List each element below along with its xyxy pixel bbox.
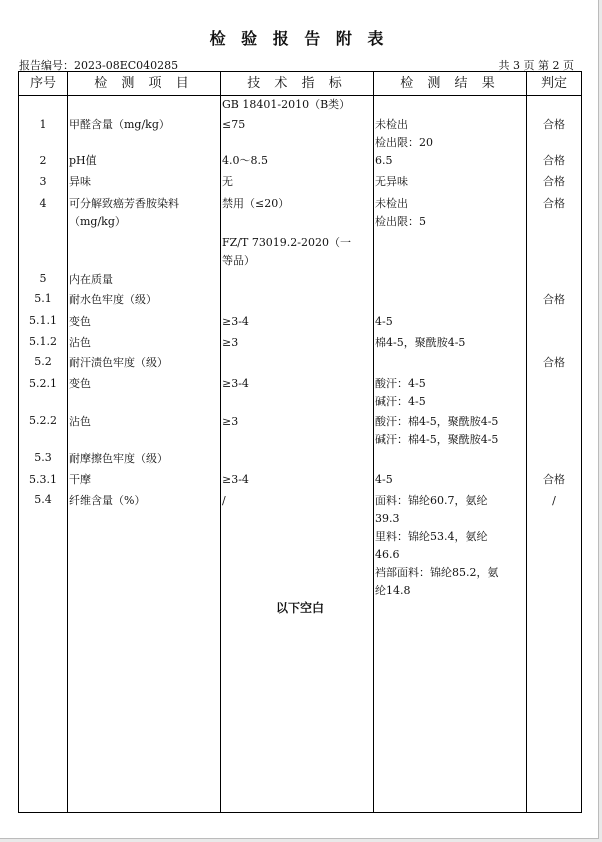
col-divider [67, 72, 68, 812]
row-result: 未检出 [375, 118, 408, 131]
row-verdict: 合格 [543, 154, 565, 167]
header-result: 检 测 结 果 [400, 76, 500, 91]
row-standard: 禁用（≤20） [222, 197, 290, 210]
row-seq: 5.4 [34, 493, 52, 506]
row-standard: 无 [222, 175, 233, 188]
row-verdict: 合格 [543, 197, 565, 210]
row-item: 耐汗渍色牢度（级） [69, 356, 168, 369]
row-item: 耐水色牢度（级） [69, 293, 157, 306]
row-verdict: 合格 [543, 175, 565, 188]
row-item: 沾色 [69, 336, 91, 349]
row-standard: ≤75 [222, 118, 246, 131]
standard-gb: GB 18401-2010（B类） [222, 98, 351, 111]
row-verdict: / [552, 494, 556, 507]
row-verdict: 合格 [543, 473, 565, 486]
row-standard: ≥3 [222, 336, 239, 349]
row-result-detail: 检出限：20 [375, 136, 433, 149]
row-standard: 4.0～8.5 [222, 154, 268, 167]
blank-note: 以下空白 [275, 601, 324, 615]
row-verdict: 合格 [543, 356, 565, 369]
row-item: 耐摩擦色牢度（级） [69, 452, 168, 465]
row-standard: ≥3-4 [222, 473, 249, 486]
row-seq: 1 [39, 118, 47, 131]
row-item-unit: （mg/kg） [69, 215, 126, 228]
row-seq: 5.2.1 [29, 377, 57, 390]
row-result-line: 里料：锦纶53.4，氨纶 [375, 530, 488, 543]
row-seq: 5.1.2 [29, 335, 57, 348]
row-seq: 2 [39, 154, 47, 167]
row-seq: 5.3 [34, 451, 52, 464]
row-item: 变色 [69, 315, 91, 328]
row-item: 干摩 [69, 473, 91, 486]
row-result-line: 纶14.8 [375, 584, 411, 597]
header-seq: 序号 [29, 76, 56, 91]
row-seq: 3 [39, 175, 47, 188]
col-divider [220, 72, 221, 812]
row-result-detail: 碱汗：棉4-5，聚酰胺4-5 [375, 433, 499, 446]
row-item: pH值 [69, 154, 97, 167]
row-item: 甲醛含量（mg/kg） [69, 118, 170, 131]
report-number: 报告编号：2023-08EC040285 [19, 59, 179, 72]
row-result: 酸汗：4-5 [375, 377, 426, 390]
row-item: 沾色 [69, 415, 91, 428]
page-indicator: 共 3 页 第 2 页 [498, 59, 574, 72]
row-result: 4-5 [375, 473, 393, 486]
row-standard: / [222, 494, 226, 507]
row-seq: 5.3.1 [29, 473, 57, 486]
row-verdict: 合格 [543, 293, 565, 306]
row-result-detail: 检出限：5 [375, 215, 426, 228]
row-item: 可分解致癌芳香胺染料 [69, 197, 179, 210]
row-seq: 5.2.2 [29, 414, 57, 427]
standard-fz: FZ/T 73019.2-2020（一 [222, 236, 352, 249]
row-result-line: 裆部面料：锦纶85.2，氨 [375, 566, 499, 579]
row-standard: ≥3-4 [222, 315, 249, 328]
row-result: 酸汗：棉4-5，聚酰胺4-5 [375, 415, 499, 428]
row-item: 内在质量 [69, 273, 113, 286]
row-result: 4-5 [375, 315, 393, 328]
row-result: 6.5 [375, 154, 393, 167]
row-verdict: 合格 [543, 118, 565, 131]
standard-fz-cont: 等品） [222, 254, 255, 267]
row-seq: 5.2 [34, 355, 52, 368]
row-seq: 4 [39, 197, 47, 210]
row-result: 无异味 [375, 175, 408, 188]
header-verdict: 判定 [540, 76, 567, 91]
row-result-detail: 碱汗：4-5 [375, 395, 426, 408]
row-standard: ≥3 [222, 415, 239, 428]
row-result-line: 46.6 [375, 548, 400, 561]
report-title: 检 验 报 告 附 表 [209, 29, 389, 48]
row-result-line: 39.3 [375, 512, 400, 525]
row-item: 纤维含量（%） [69, 494, 146, 507]
row-seq: 5 [39, 272, 47, 285]
row-seq: 5.1 [34, 292, 52, 305]
col-divider [373, 72, 374, 812]
row-standard: ≥3-4 [222, 377, 249, 390]
results-table [18, 71, 582, 813]
header-item: 检 测 项 目 [94, 76, 194, 91]
row-item: 异味 [69, 175, 91, 188]
row-result: 未检出 [375, 197, 408, 210]
row-item: 变色 [69, 377, 91, 390]
row-result-line: 面料：锦纶60.7，氨纶 [375, 494, 488, 507]
row-result: 棉4-5，聚酰胺4-5 [375, 336, 466, 349]
row-seq: 5.1.1 [29, 314, 57, 327]
header-standard: 技 术 指 标 [247, 76, 347, 91]
